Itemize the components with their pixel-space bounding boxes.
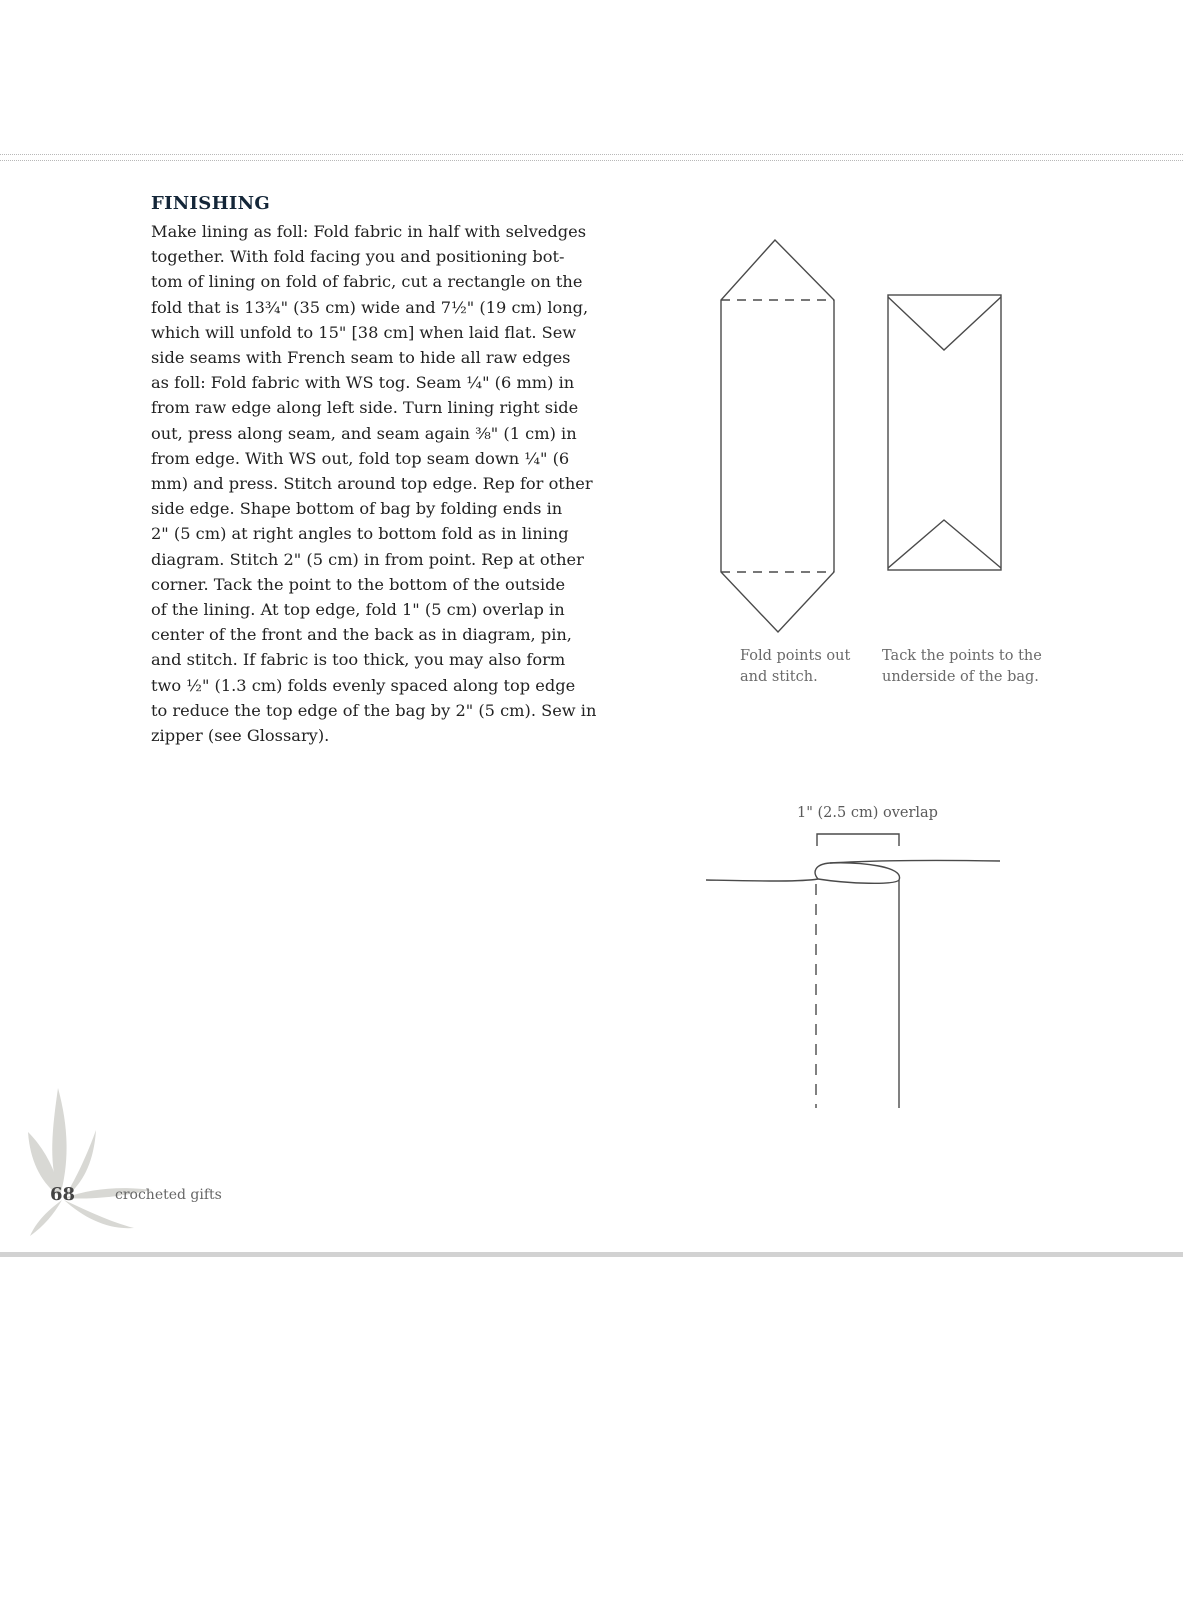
body-line: fold that is 13¾" (35 cm) wide and 7½" (19 cm) long, [151, 297, 589, 317]
body-line: which will unfold to 15" [38 cm] when laid flat. Sew [151, 322, 577, 342]
body-line: side edge. Shape bottom of bag by folding ends in [151, 499, 563, 519]
body-line: mm) and press. Stitch around top edge. Rep for other [151, 474, 593, 494]
running-title: crocheted gifts [115, 1187, 222, 1203]
body-line: from edge. With WS out, fold top seam down ¼" (6 [151, 448, 570, 468]
body-line: together. With fold facing you and positioning bot- [151, 247, 565, 267]
body-line: to reduce the top edge of the bag by 2" (5 cm). Sew in [151, 700, 597, 720]
body-line: diagram. Stitch 2" (5 cm) in from point. Rep at other [151, 549, 584, 569]
body-line: of the lining. At top edge, fold 1" (5 cm) overlap in [151, 600, 565, 620]
body-line: out, press along seam, and seam again ⅜" (1 cm) in [151, 423, 577, 443]
body-line: corner. Tack the point to the bottom of the outside [151, 574, 566, 594]
overlap-label: 1" (2.5 cm) overlap [797, 805, 938, 821]
body-line: as foll: Fold fabric with WS tog. Seam ¼" (6 mm) in [151, 373, 575, 393]
body-line: side seams with French seam to hide all raw edges [151, 348, 571, 368]
caption-line: and stitch. [740, 669, 818, 685]
body-line: zipper (see Glossary). [151, 726, 330, 746]
body-line: Make lining as foll: Fold fabric in half with selvedges [151, 222, 586, 241]
caption-line: Fold points out [740, 648, 851, 664]
section-heading: FINISHING [151, 193, 271, 214]
body-line: tom of lining on fold of fabric, cut a rectangle on the [151, 272, 583, 292]
body-line: two ½" (1.3 cm) folds evenly spaced along top edge [151, 675, 576, 695]
caption-line: underside of the bag. [882, 669, 1039, 685]
bottom-rule [0, 1252, 1183, 1257]
body-line: 2" (5 cm) at right angles to bottom fold as in lining [151, 524, 569, 544]
body-line: center of the front and the back as in diagram, pin, [151, 625, 572, 645]
page-number: 68 [50, 1184, 76, 1205]
body-line: and stitch. If fabric is too thick, you may also form [151, 650, 566, 670]
body-line: from raw edge along left side. Turn lining right side [151, 398, 579, 418]
caption-line: Tack the points to the [882, 648, 1042, 664]
